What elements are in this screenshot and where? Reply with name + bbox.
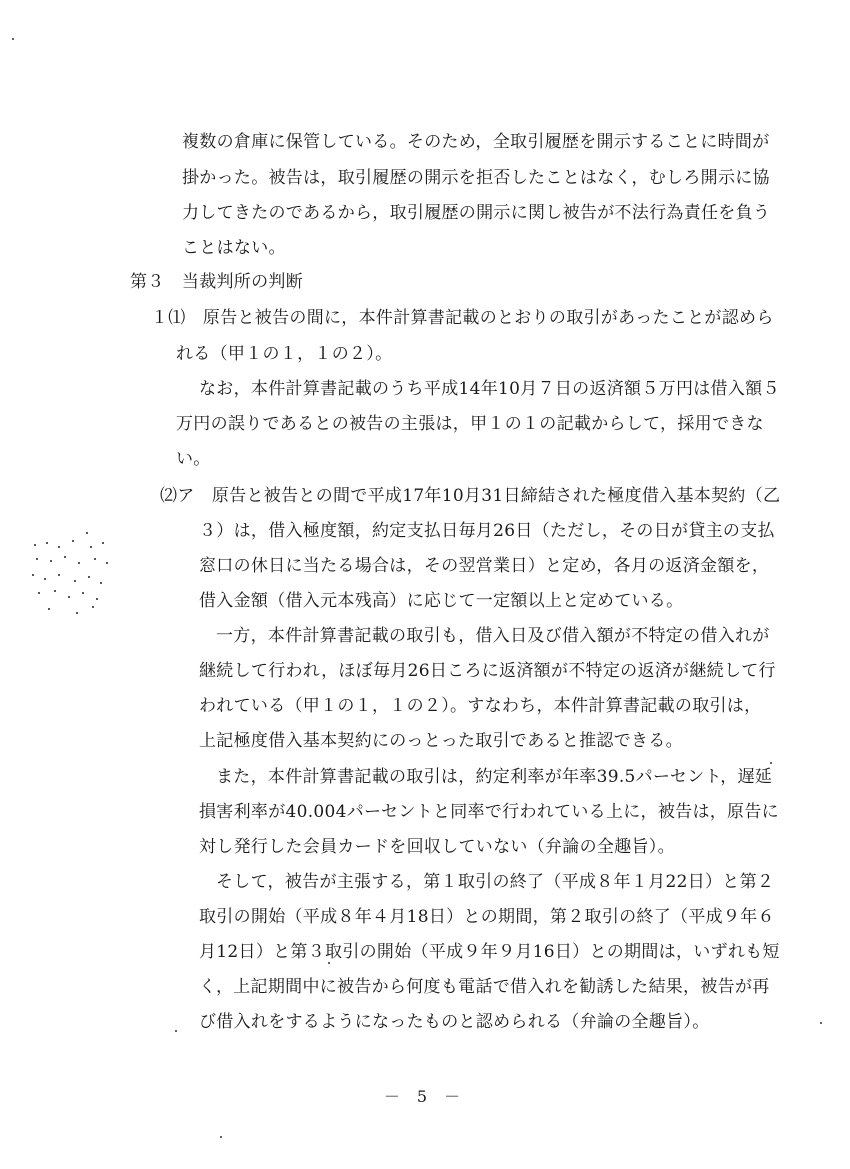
- scan-speck: [12, 38, 14, 40]
- text-line: 一方，本件計算書記載の取引も，借入日及び借入額が不特定の借入れが: [216, 626, 770, 646]
- section-heading: 第３ 当裁判所の判断: [130, 272, 303, 292]
- text-line: 継続して行われ，ほぼ毎月26日ころに返済額が不特定の返済が継続して行: [199, 661, 776, 681]
- text-line: び借入れをするようになったものと認められる（弁論の全趣旨）。: [199, 1012, 710, 1032]
- text-line: 万円の誤りであるとの被告の主張は，甲１の１の記載からして，採用できな: [176, 414, 764, 434]
- scan-dot-cluster: [28, 528, 112, 620]
- text-line: れる（甲１の１，１の２）。: [176, 344, 393, 364]
- text-line: く，上記期間中に被告から何度も電話で借入れを勧誘した結果，被告が再: [199, 977, 770, 997]
- scan-speck: [770, 762, 772, 764]
- text-line: 月12日）と第３取引の開始（平成９年９月16日）との期間は，いずれも短: [199, 942, 780, 962]
- scan-speck: [220, 1136, 222, 1138]
- text-line: 取引の開始（平成８年４月18日）との期間，第２取引の終了（平成９年６: [199, 907, 775, 927]
- text-line: １⑴ 原告と被告の間に，本件計算書記載のとおりの取引があったことが認めら: [151, 308, 774, 328]
- text-line: 掛かった。被告は，取引履歴の開示を拒否したことはなく，むしろ開示に協: [182, 168, 770, 188]
- scan-speck: [820, 1022, 822, 1024]
- text-line: 複数の倉庫に保管している。そのため，全取引履歴を開示することに時間が: [182, 132, 770, 152]
- text-line: 上記極度借入基本契約にのっとった取引であると推認できる。: [199, 731, 683, 751]
- text-line: なお，本件計算書記載のうち平成14年10月７日の返済額５万円は借入額５: [199, 379, 780, 399]
- text-line: 損害利率が40.004パーセントと同率で行われている上に，被告は，原告に: [199, 802, 779, 822]
- text-line: ⑵ア 原告と被告との間で平成17年10月31日締結された極度借入基本契約（乙: [160, 486, 781, 506]
- text-line: 対し発行した会員カードを回収していない（弁論の全趣旨）。: [199, 837, 675, 857]
- scan-speck: [328, 962, 330, 964]
- scan-speck: [175, 1030, 177, 1032]
- text-line: ３）は，借入極度額，約定支払日毎月26日（ただし，その日が貸主の支払: [199, 521, 775, 541]
- text-line: ことはない。: [182, 238, 286, 258]
- text-line: また，本件計算書記載の取引は，約定利率が年率39.5パーセント，遅延: [216, 767, 773, 787]
- text-line: い。: [176, 449, 211, 469]
- text-line: 窓口の休日に当たる場合は，その翌営業日）と定め，各月の返済金額を，: [199, 556, 770, 576]
- text-line: そして，被告が主張する，第１取引の終了（平成８年１月22日）と第２: [216, 872, 775, 892]
- text-line: われている（甲１の１，１の２）。すなわち，本件計算書記載の取引は，: [199, 696, 762, 716]
- page-number: － 5 －: [383, 1087, 467, 1106]
- text-line: 借入金額（借入元本残高）に応じて一定額以上と定めている。: [199, 591, 684, 611]
- text-line: 力してきたのであるから，取引履歴の開示に関し被告が不法行為責任を負う: [182, 203, 771, 223]
